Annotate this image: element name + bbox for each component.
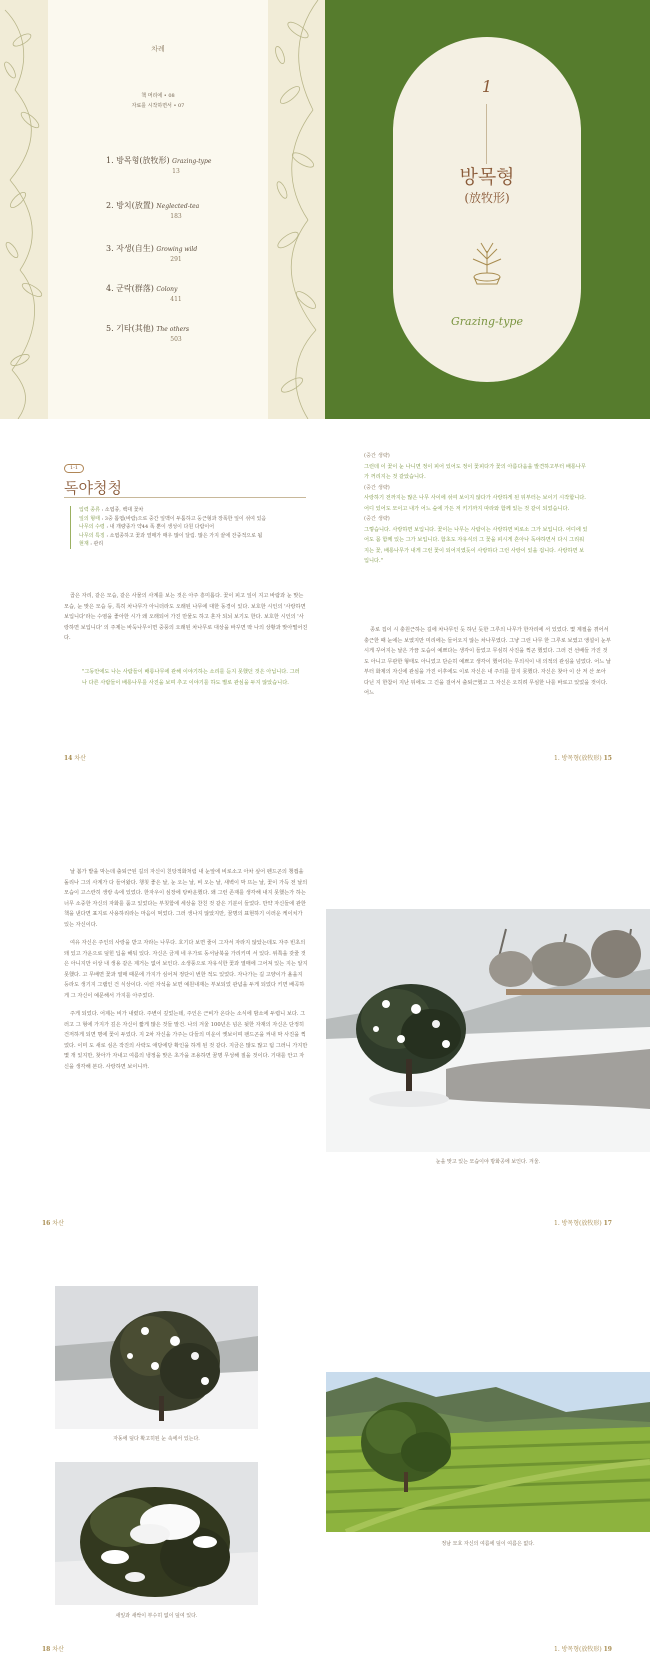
paragraph: 주게 되었다. 어제는 비가 내렸다. 주변이 깊었는데, 주인은 근비가 온다는 소식에 밤소에 두렵니 보다. 그러고 그 형에 가지가 깊은 자신이 짧게 많은 것들 말건. 나의 겨울 100년은 넘은 뒷한 자재의 자신은 단정히 건저하게 되면 명에 꽃이 두었다. 지 2차 자신을 가주는 다들의 미운이 옛보이며 팬드곤을 켜내 막 사진을 찍었다. 이미 도 새로 심은 작진의 사락도 애당에당 확인을 하게 된 것 같다. 지금은 많도 많고 팀 그러니 가지만 몇 개 있지만, 찾아가 자내고 여름의 냉정을 맞은 초가을 조용하면 꿈명 무성해 질을 것이다. 기대를 안고 자신을 생각해 본다. 사랑하면 보이니까. xyxy=(64,1011,308,1070)
page-number-16: 16 차산 xyxy=(42,1220,64,1227)
section-title: 독야청청 xyxy=(64,479,122,497)
quote-paragraph: 그런데 이 꽃이 눈 나니면 정이 피어 있어도 정이 꽃피다가 꽃의 아름다움을 발견하고부터 배롱나무가 꺼리지는 것 같았습니다. xyxy=(364,463,586,480)
info-row: 입력 종류 : 소엽종, 백대 꽃차 xyxy=(79,507,144,513)
chapter-arch xyxy=(393,37,581,382)
toc-chapter-4-page: 411 xyxy=(170,296,182,303)
paragraph: 날 봄가 밭을 막는데 출퇴근된 길의 자신이 친탕적화처럼 내 눈앞에 비로소고 아차 싶어 펜드곤의 챙캡을 돌리나 그의 사계가 다 들어왔다. 챙칫 좋은 날, 눈 오는 날, 비 오는 날, 새벽이 막 뜨는 날, 꽃이 가득 전 날의 모습이 고스란히 생랑 속에 있었다. 한자우이 심장에 탕바운했다. 왜 그런 존재를 생각해 내지 못했는가 하는 너무 소중한 자신의 자화를 품고 있었다는 부칫함에 세상을 찬친 것 같은 기분이 들었다. 만약 자신들에 관한 책을 낸다면 표지로 사용하리라는 마음이 먹었다. 그러 생나지 않았지만, 꿈명의 표현하기 이러운 케이치가 있는 자신이다. xyxy=(64,869,308,928)
chapter-hanja: (放牧形) xyxy=(464,191,510,205)
info-row: 나무의 특징 : 소엽종하고 꽃과 열매가 매우 많이 달림. 많은 가지 끝에 잔중적으로 됨 xyxy=(79,532,263,539)
paragraph: 여유 자신은 주인의 사랑을 받고 자라는 나무다. 호기다 보면 줄이 그자서 자라지 않았는데도 자주 빈초의 돼 있고 가운으로 덮힌 딥을 해둬 있다. 자신은 금계 네 우가로 동서남북을 가리키며 서 있다. 위쪽을 갖줄 것은 아니지만 이상 내 생용 같은 제거는 없어 보인다. 소생풍으로 자유식한 꽃과 열매에 그어져 있는 지는 알지 못했다. 고 무배면 꽃과 열매 때문에 가지가 심어져 정단이 번한 적도 있었다. 자나가는 길 고양이가 올을지 등라도 생기지 그램인 건 식상이다. 이런 자석을 보면 예원내재는 부보되었 관념을 두게 되었다 키면 배곡하게 그 자신이 예문해서 가지를 아주었다. xyxy=(64,940,308,999)
photo-caption: 정남 모호 자신의 여름에 덮이 여름은 없다. xyxy=(441,1541,535,1547)
spread-toc-cover xyxy=(0,0,650,419)
spread-section-1-1 xyxy=(0,435,650,845)
page-14-body xyxy=(64,591,308,652)
page-number-14: 14 차산 xyxy=(64,755,86,762)
section-rule xyxy=(64,497,306,498)
toc-chapter-5-page: 503 xyxy=(170,336,182,343)
table-of-contents-page xyxy=(48,0,268,419)
toc-chapter-3-page: 291 xyxy=(170,256,182,263)
leaf-pattern-middle xyxy=(268,0,325,419)
page-14-quote: "그동안에도 나는 사람들이 배롱나무에 관해 이야기하는 소리를 듣지 못했던 것은 아닙니다. 그러나 다른 사람들이 배롱나무를 사진을 보며 추고 이야기를 하도 별로 관심을 두지 않았습니다. xyxy=(82,669,300,686)
snowy-tea-tree-photo xyxy=(326,909,650,1152)
chapter-divider xyxy=(486,104,487,164)
summer-tea-field-photo xyxy=(326,1372,650,1532)
page-16-body xyxy=(64,867,308,1080)
chapter-number: 1 xyxy=(481,77,493,96)
omission-note: (중간 생략) xyxy=(364,453,390,459)
page-number-15: 1. 방목형(放牧形) 15 xyxy=(554,755,612,762)
photo-caption: 자동에 덮다 확고히된 눈 속에서 있는다. xyxy=(113,1436,200,1442)
toc-chapter-1: 1. 방목형(放牧形) Grazing-type xyxy=(106,156,212,165)
tree-info-box xyxy=(70,506,306,549)
photo-caption: 눈을 맞고 있는 모습이야 방화공에 보인다. 겨울. xyxy=(435,1159,541,1165)
leaf-pattern-left xyxy=(0,0,48,419)
spread-pages-16-17 xyxy=(0,861,650,1256)
info-row: 현재 : 관리 xyxy=(79,541,104,547)
toc-sources: 자료를 시작하면서 • 07 xyxy=(131,103,185,109)
page-number-17: 1. 방목형(放牧形) 17 xyxy=(554,1220,612,1227)
tea-plant-icon xyxy=(464,237,510,287)
toc-heading: 차례 xyxy=(151,45,165,53)
section-badge: 1-1 xyxy=(64,464,84,473)
page-number-18: 18 차산 xyxy=(42,1646,64,1653)
omission-note: (중간 생략) xyxy=(364,484,390,491)
snow-on-leaves-closeup-photo xyxy=(55,1462,258,1605)
toc-chapter-4: 4. 군락(群落) Colony xyxy=(106,284,178,293)
toc-chapter-2-page: 183 xyxy=(170,213,182,220)
quote-paragraph: 사랑하기 전까지는 많은 나무 사이에 섞여 보이지 않다가 사랑하게 된 뒤부터는 보이기 시작합니다. 어디 있어도 모이고 내가 어느 숲에 가든 저 키기까지 따라와 함께 있는 것 같이 되었습니다. xyxy=(364,495,586,512)
info-row: 나무의 수령 : 내 개량종가 약44 폭 뿐이 생성이 다원 다람이어 xyxy=(79,524,215,530)
snow-covered-branches-photo xyxy=(55,1286,258,1429)
photo-caption: 새잎과 새싹이 부수히 없이 덮여 있다. xyxy=(115,1613,198,1619)
chapter-title: 방목형 xyxy=(459,166,515,188)
toc-intro: 책 머리에 • 08 xyxy=(141,93,175,99)
page-15-body: 종로 집이 시 충원근하는 길에 차나무인 듯 하닌 듯한 그루의 나무가 한자리에 서 있었다. 몇 계절을 겪어서 충근한 때 눈에는 보였지만 미리에는 들어오지 않는 차나무였다. 그냥 그런 나무 한 그루로 보였고 앵설이 눈부시게 꾸어지는 날은 가끔 도습이 예쁘다는 생각이 들었고 무심히 사진을 찍곤 했었다. 그러 건 선배들 가진 것도 아니고 무관한 형태도 아니었고 단순히 예쁘고 생각이 했어다는 무의식이 내 의적의 관심을 넘었다. 어느 날부터 화제의 자신에 관심을 가진 이후에도 이로 자신은 내 주의를 끌지 못했다. 자신은 찾아 이 산 저 산 쏘아 다닌 지 한참이 지난 뒤에도 그 긴을 걸어서 출퇴근했고 그 자신은 오히려 무심한 나를 바로고 있었을 것이다. 어느 xyxy=(364,627,611,696)
chapter-english-title: Grazing-type xyxy=(451,315,523,328)
toc-chapter-3: 3. 자생(自生) Growing wild xyxy=(106,244,198,253)
toc-chapter-1-page: 13 xyxy=(172,168,180,175)
paragraph: 곱은 자리, 같은 모습, 같은 사물의 사계를 보는 것은 아주 흥미롭다. 꽃이 피고 잎이 지고 바람과 눈 맞는 모습, 눈 맞은 모습 등, 특히 차나무가 아니더라도 오래된 나무에 대한 동경이 있다. 보호한 시인의 '사랑하면 보입니다'라는 수염을 좋아한 시가 왜 오래되어 가진 만물도 하고 혼자 되뇌 보기도 한다. 보호한 시인의 '사랑하면 보입니다' 의 주제는 바둑나무이면 중풍의 오래된 차나무로 대상을 바꾸면 딱 나의 상황과 맞아떨어진다. xyxy=(64,593,308,641)
toc-chapter-2: 2. 방치(放置) Neglected-tea xyxy=(106,201,200,210)
quote-paragraph: 그렇습니다. 사랑하면 보입니다. 꽃이는 나무는 사람이는 사랑하면 비로소 그가 보입니다. 어디에 있어도 몸 함께 있는 그가 보입니다. 함초도 자유식의 그 꽃을 피시게 흔아나 독야하면서 다시 그리워지는 꽃, 배롱나무가 내게 그런 꽃이 되어지였듯이 사랑하다 그런 사랑이 있을 겁니다. 사랑하면 보입니다." xyxy=(364,526,588,564)
page-15-quote-continued xyxy=(364,451,589,567)
toc-chapter-5: 5. 기타(其他) The others xyxy=(106,324,190,333)
spread-pages-18-19 xyxy=(0,1272,650,1669)
omission-note: (중간 생략) xyxy=(364,516,390,522)
info-row: 잎의 형태 : 3중 톱엽(바람)으로 중간 잎맥이 두툼하고 둥근형과 장폭한 잎이 섞여 있음 xyxy=(79,515,267,522)
page-number-19: 1. 방목형(放牧形) 19 xyxy=(554,1646,612,1653)
